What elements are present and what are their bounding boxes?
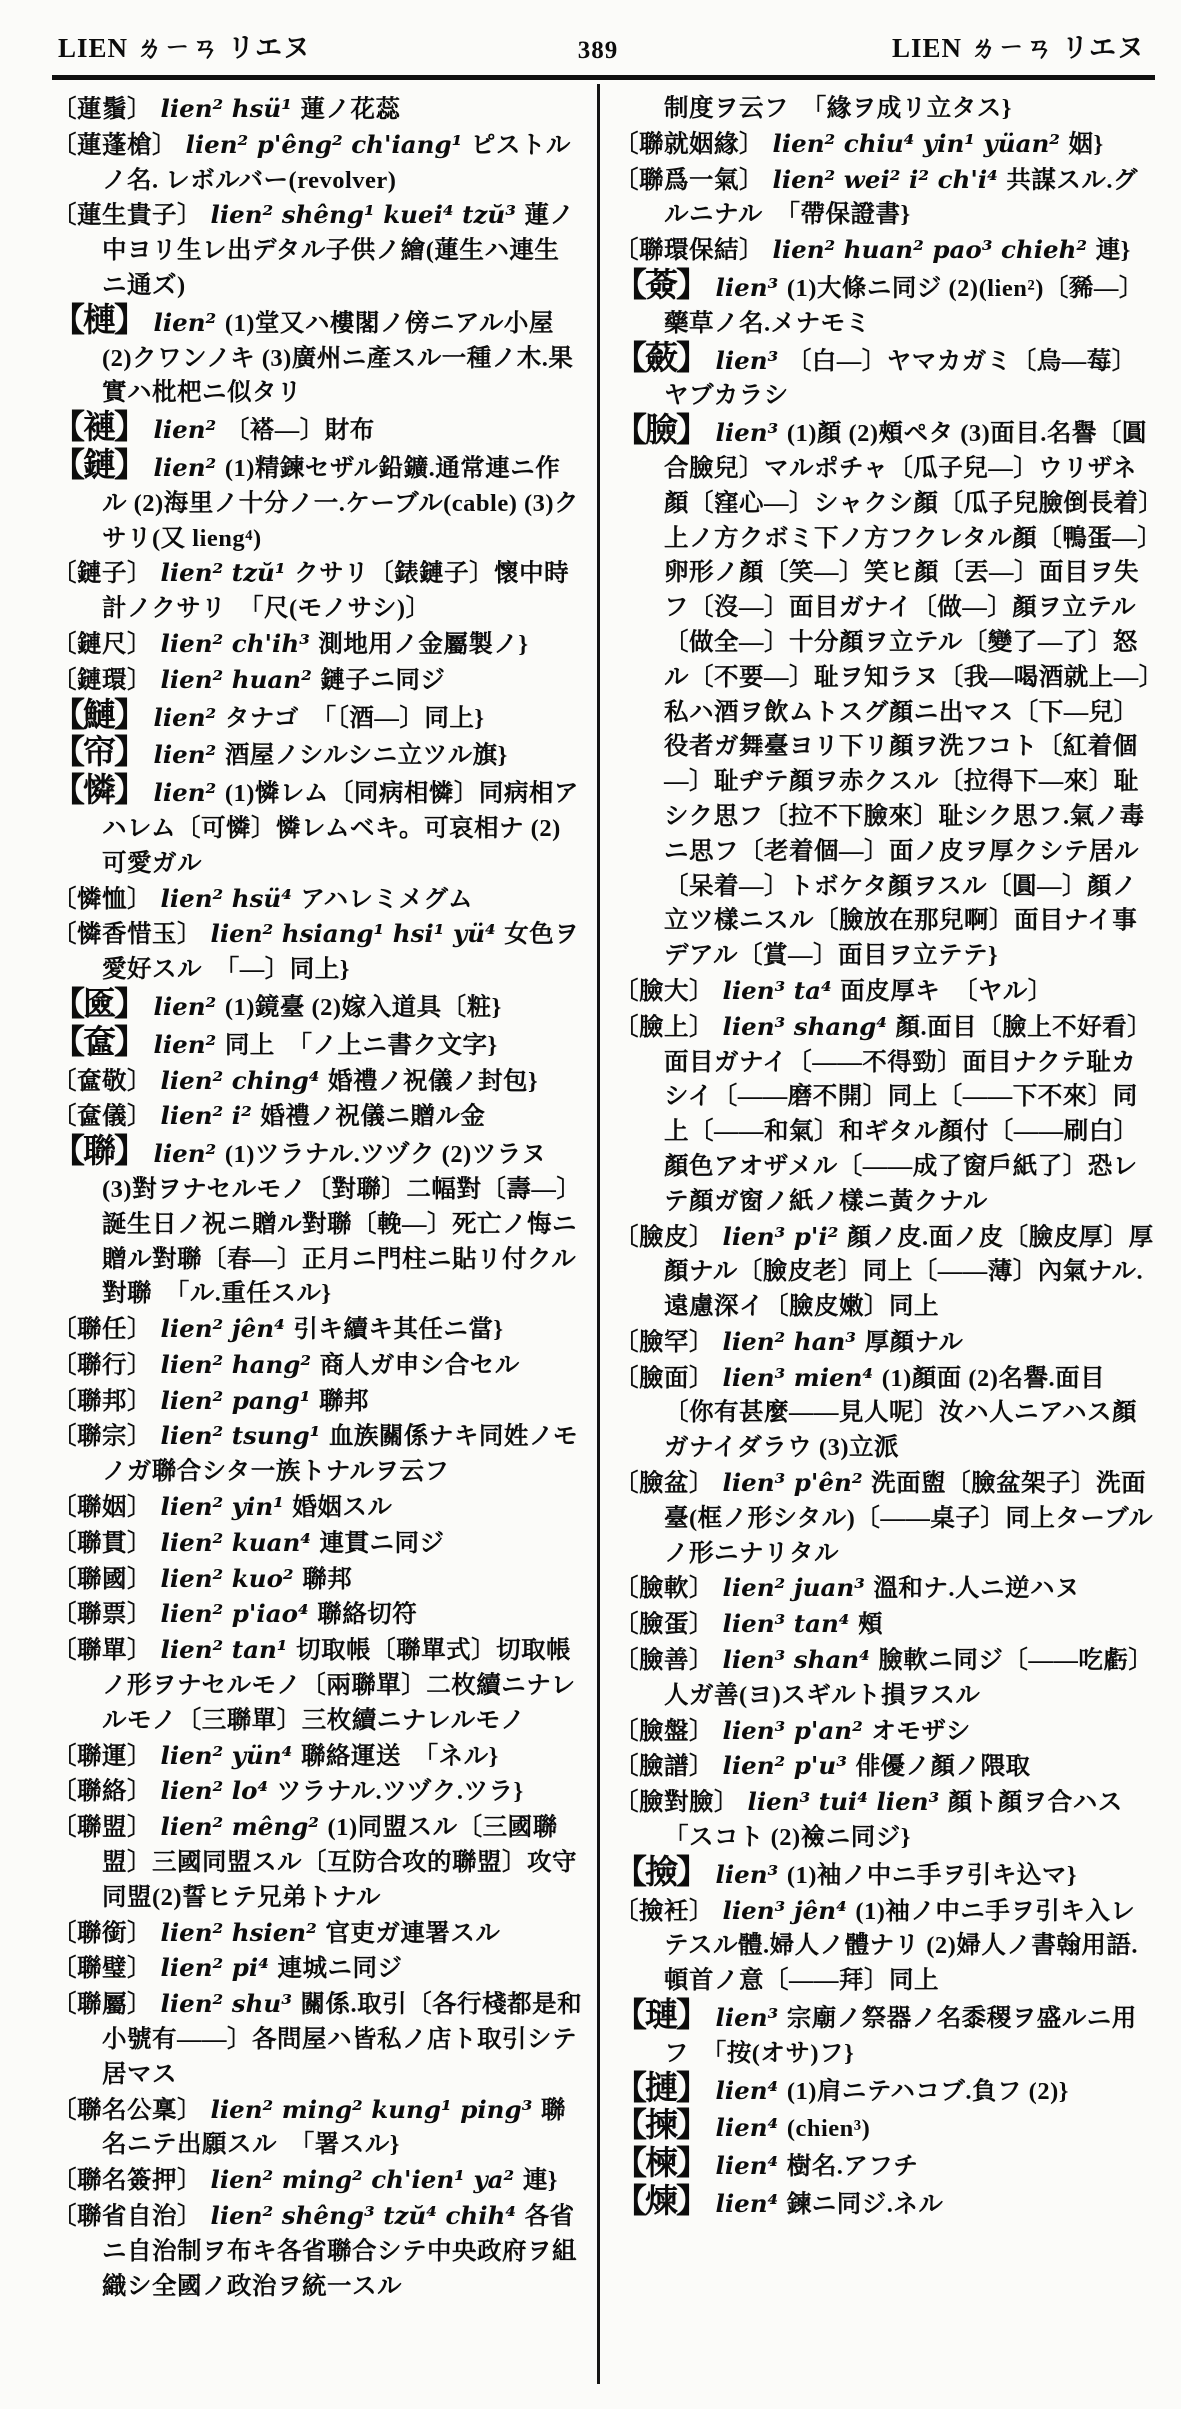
headword: 〔臉盤〕 <box>614 1717 714 1745</box>
dictionary-entry <box>614 233 1155 269</box>
headword: 〔聯邦〕 <box>52 1387 152 1415</box>
running-head-left: LIEN ㄌㄧㄢ リエヌ <box>58 33 311 63</box>
headword: 〔聯銜〕 <box>52 1919 152 1947</box>
romanization: lien² <box>145 1139 225 1169</box>
definition: 切取帳〔聯單式〕切取帳ノ形ヲナセルモノ〔兩聯單〕二枚續ニナレルモノ〔三聯單〕三枚續ニナレルモノ <box>102 1637 576 1734</box>
headword: 〔聯爲一氣〕 <box>614 166 764 194</box>
headword: 【薟】 <box>614 267 707 304</box>
definition: (chien³) <box>786 2115 871 2143</box>
definition: 鏈子ニ同ジ <box>320 666 446 694</box>
headword: 〔聯任〕 <box>52 1316 152 1344</box>
dictionary-entry <box>52 304 583 411</box>
romanization: lien² mêng² <box>152 1812 328 1842</box>
headword: 【撿】 <box>614 1854 707 1891</box>
dictionary-entry <box>52 627 583 663</box>
running-head-right: LIEN ㄌㄧㄢ リエヌ <box>892 33 1145 63</box>
dictionary-entry <box>52 556 583 627</box>
definition: (1)ツラナル.ツヅク (2)ツラヌ (3)對ヲナセルモノ〔對聯〕二幅對〔壽—〕誕生日ノ祝ニ贈ル對聯〔輓—〕死亡ノ悔ニ贈ル對聯〔春—〕正月ニ門柱ニ貼リ付クル對聯 「ル.重任スル} <box>102 1141 582 1308</box>
dictionary-entry <box>52 411 583 449</box>
headword: 〔聯環保結〕 <box>614 237 764 265</box>
definition: 共謀スル.グルニナル 「帶保證書} <box>664 166 1139 229</box>
romanization: lien² han³ <box>714 1326 865 1356</box>
dictionary-entry <box>52 774 583 881</box>
headword: 〔蓮生貴子〕 <box>52 202 202 230</box>
headword: 〔聯姻〕 <box>52 1494 152 1522</box>
dictionary-entry <box>614 1361 1155 1466</box>
romanization: lien⁴ <box>707 2189 787 2219</box>
headword: 〔臉上〕 <box>614 1013 714 1041</box>
romanization: lien³ ta⁴ <box>714 975 841 1005</box>
definition: 連貫ニ同ジ <box>319 1529 445 1557</box>
headword: 〔聯省自治〕 <box>52 2203 202 2231</box>
dictionary-entry <box>614 1894 1155 1999</box>
headword: 〔臉皮〕 <box>614 1223 714 1251</box>
dictionary-entry <box>614 1999 1155 2072</box>
dictionary-entry <box>614 127 1155 163</box>
dictionary-entry <box>52 1739 583 1775</box>
romanization: lien² kuan⁴ <box>152 1527 320 1557</box>
definition: 關係.取引〔各行棧都是和小號有——〕各問屋ハ皆私ノ店ト取引シテ居マス <box>102 1991 583 2088</box>
definition: 婚姻スル <box>292 1494 393 1522</box>
definition: 婚禮ノ祝儀ノ封包} <box>328 1067 539 1095</box>
romanization: lien² tzŭ¹ <box>152 558 295 588</box>
romanization: lien² lo⁴ <box>152 1776 277 1806</box>
definition: (1)大條ニ同ジ (2)(lien²)〔豨—〕藥草ノ名.メナモミ <box>664 274 1144 337</box>
headword: 【楝】 <box>614 2146 707 2183</box>
definition: 〔褡—〕財布 <box>224 417 375 445</box>
headword: 〔臉軟〕 <box>614 1575 714 1603</box>
romanization: lien² ching⁴ <box>152 1065 329 1095</box>
romanization: lien⁴ <box>707 2113 787 2143</box>
definition: オモザシ <box>871 1717 971 1745</box>
dictionary-entry <box>614 1856 1155 1894</box>
headword: 〔聯屬〕 <box>52 1991 152 2019</box>
headword: 【臉】 <box>614 413 707 450</box>
definition: (1)鏡臺 (2)嫁入道具〔粧} <box>224 993 502 1021</box>
definition: ツラナル.ツヅク.ツラ} <box>276 1778 524 1806</box>
dictionary-entry <box>52 2199 583 2304</box>
romanization: lien² shêng³ tzŭ⁴ chih⁴ <box>202 2201 525 2231</box>
definition: ピストルノ名. レボルバー(revolver) <box>102 131 571 194</box>
headword: 〔奩儀〕 <box>52 1103 152 1131</box>
romanization: lien² hsien² <box>152 1917 326 1947</box>
definition: 顏ト顏ヲ合ハス 「スコト (2)襝ニ同ジ} <box>664 1789 1148 1852</box>
headword: 【蘞】 <box>614 340 707 377</box>
romanization: lien³ p'an² <box>714 1715 872 1745</box>
headword: 〔聯絡〕 <box>52 1778 152 1806</box>
romanization: lien³ mien⁴ <box>714 1362 882 1392</box>
headword: 【璉】 <box>614 1998 707 2035</box>
definition: (1)憐レム〔同病相憐〕同病相アハレム〔可憐〕憐レムベキ。可哀相ナ (2)可愛ガル <box>102 780 579 877</box>
romanization: lien³ <box>707 1859 787 1889</box>
dictionary-entry <box>52 1490 583 1526</box>
romanization: lien³ shan⁴ <box>714 1645 879 1675</box>
definition: 聯邦 <box>302 1565 353 1593</box>
definition: クサリ〔錶鏈子〕懷中時計ノクサリ 「尺(モノサシ)〕 <box>102 560 570 623</box>
headword: 【槤】 <box>52 302 145 339</box>
romanization: lien³ jên⁴ <box>714 1895 856 1925</box>
headword: 〔聯票〕 <box>52 1601 152 1629</box>
headword: 【揀】 <box>614 2108 707 2145</box>
romanization: lien² pang¹ <box>152 1385 320 1415</box>
definition: 血族關係ナキ同姓ノモノガ聯合シタ一族トナルヲ云フ <box>102 1423 578 1486</box>
definition: 連} <box>1095 237 1131 265</box>
romanization: lien² <box>145 1029 225 1059</box>
dictionary-entry <box>614 2147 1155 2185</box>
romanization: lien² chiu⁴ yin¹ yüan² <box>764 128 1069 158</box>
romanization: lien⁴ <box>707 2151 787 2181</box>
dictionary-entry <box>52 917 583 988</box>
definition: 連} <box>522 2167 558 2195</box>
headword: 〔臉譜〕 <box>614 1753 714 1781</box>
definition: 鍊ニ同ジ.ネル <box>786 2191 944 2219</box>
romanization: lien³ p'ên² <box>714 1468 872 1498</box>
definition: タナゴ 「〔酒—〕同上} <box>224 704 485 732</box>
headword: 〔臉善〕 <box>614 1647 714 1675</box>
dictionary-entry <box>52 1064 583 1100</box>
romanization: lien³ p'i² <box>714 1221 848 1251</box>
dictionary-entry <box>52 1099 583 1135</box>
romanization: lien² wei² i² ch'i⁴ <box>764 164 1007 194</box>
headword: 〔聯璧〕 <box>52 1955 152 1983</box>
definition: 臉軟ニ同ジ〔——吃虧〕人ガ善(ヨ)スギルト損ヲスル <box>664 1647 1154 1709</box>
definition: 姻} <box>1068 130 1104 158</box>
headword: 〔聯名簽押〕 <box>52 2167 202 2195</box>
dictionary-entry <box>614 1785 1155 1856</box>
running-head <box>52 26 1155 65</box>
definition: (1)袖ノ中ニ手ヲ引キ入レテスル體.婦人ノ體ナリ (2)婦人ノ書翰用語.頓首ノ意〔——拜〕同上 <box>664 1897 1138 1995</box>
definition: 聯絡切符 <box>317 1601 418 1629</box>
romanization: lien³ shang⁴ <box>714 1011 896 1041</box>
left-column <box>52 84 600 2384</box>
headword: 〔臉面〕 <box>614 1364 714 1392</box>
definition: 俳優ノ顏ノ隈取 <box>855 1753 1031 1781</box>
definition: 宗廟ノ祭器ノ名黍稷ヲ盛ルニ用フ 「按(オサ)フ} <box>664 2005 1137 2067</box>
romanization: lien² hang² <box>152 1349 320 1379</box>
dictionary-entry <box>52 1526 583 1562</box>
romanization: lien² p'u³ <box>714 1751 856 1781</box>
headword: 〔鏈環〕 <box>52 666 152 694</box>
dictionary-entry <box>52 1810 583 1915</box>
dictionary-entry <box>52 663 583 699</box>
dictionary-entry <box>52 882 583 918</box>
definition: 溫和ナ.人ニ逆ハヌ <box>873 1575 1081 1603</box>
definition: 官吏ガ連署スル <box>325 1919 501 1947</box>
dictionary-entry <box>614 974 1155 1010</box>
headword: 〔聯名公稟〕 <box>52 2096 202 2124</box>
definition: (1)袖ノ中ニ手ヲ引キ込マ} <box>786 1861 1078 1889</box>
headword: 【憐】 <box>52 773 145 810</box>
definition: 婚禮ノ祝儀ニ贈ル金 <box>260 1103 486 1131</box>
romanization: lien² tan¹ <box>152 1635 297 1665</box>
romanization: lien² shu³ <box>152 1989 301 2019</box>
romanization: lien² hsü¹ <box>152 94 301 123</box>
headword: 〔聯宗〕 <box>52 1423 152 1451</box>
definition: アハレミメグム <box>300 885 474 913</box>
definition: (1)肩ニテハコブ.負フ (2)} <box>786 2077 1069 2105</box>
headword: 〔聯運〕 <box>52 1742 152 1770</box>
romanization: lien³ <box>707 345 787 375</box>
headword: 〔憐恤〕 <box>52 885 152 913</box>
romanization: lien² <box>145 991 225 1021</box>
definition: 頰 <box>858 1611 884 1639</box>
definition: 連城ニ同ジ <box>277 1955 403 1983</box>
headword: 【褳】 <box>52 410 145 447</box>
dictionary-entry <box>614 1325 1155 1361</box>
romanization: lien² i² <box>152 1101 261 1131</box>
romanization: lien² yün⁴ <box>152 1740 301 1770</box>
headword: 〔撿衽〕 <box>614 1897 714 1925</box>
headword: 【鰱】 <box>52 697 145 734</box>
dictionary-entry <box>614 269 1155 342</box>
definition: 制度ヲ云フ 「緣ヲ成リ立タス} <box>664 95 1012 122</box>
romanization: lien² hsü⁴ <box>152 883 301 913</box>
headword: 【聯】 <box>52 1134 145 1171</box>
headword: 〔聯行〕 <box>52 1351 152 1379</box>
definition: (1)精鍊セザル鉛鑛.通常連ニ作ル (2)海里ノ十分ノ一.ケーブル(cable) (3)クサリ(又 lieng⁴) <box>102 454 580 552</box>
headword: 〔臉蛋〕 <box>614 1611 714 1639</box>
headword: 〔聯單〕 <box>52 1637 152 1665</box>
definition: (1)堂又ハ樓閣ノ傍ニアル小屋 (2)クワンノキ (3)廣州ニ產スル一種ノ木.果實ハ枇杷ニ似タリ <box>102 309 574 407</box>
romanization: lien² juan³ <box>714 1573 874 1603</box>
definition: 蓮ノ中ヨリ生レ出デタル子供ノ繪(蓮生ハ連生ニ通ズ) <box>102 202 575 299</box>
headword: 【鏈】 <box>52 447 145 484</box>
romanization: lien³ <box>707 2003 787 2033</box>
headword: 〔鏈子〕 <box>52 560 152 588</box>
dictionary-entry <box>614 1749 1155 1785</box>
dictionary-entry <box>614 2072 1155 2110</box>
romanization: lien² shêng¹ kuei⁴ tzŭ³ <box>202 200 525 230</box>
romanization: lien² <box>145 307 225 337</box>
dictionary-entry <box>52 1597 583 1633</box>
headword: 〔奩敬〕 <box>52 1067 152 1095</box>
romanization: lien³ <box>707 272 787 302</box>
romanization: lien⁴ <box>707 2075 787 2105</box>
romanization: lien² pi⁴ <box>152 1953 278 1983</box>
dictionary-entry <box>614 163 1155 234</box>
dictionary-entry <box>52 1312 583 1348</box>
definition: 蓮ノ花蕊 <box>300 96 401 123</box>
romanization: lien² <box>145 415 225 445</box>
dictionary-entry <box>52 2093 583 2164</box>
romanization: lien² ming² ch'ien¹ ya² <box>202 2165 523 2195</box>
page-number: 389 <box>577 37 619 64</box>
dictionary-entry <box>614 1010 1155 1220</box>
romanization: lien² tsung¹ <box>152 1421 329 1451</box>
romanization: lien² huan² <box>152 664 321 694</box>
romanization: lien² kuo² <box>152 1563 303 1593</box>
headword: 【奩】 <box>52 1024 145 1061</box>
romanization: lien² hsiang¹ hsi¹ yü⁴ <box>202 919 505 949</box>
headword: 【煉】 <box>614 2184 707 2221</box>
dictionary-entry <box>52 1774 583 1810</box>
definition: 聯名ニテ出願スル 「署スル} <box>102 2096 566 2159</box>
dictionary-entry <box>614 2185 1155 2223</box>
dictionary-entry <box>52 1562 583 1598</box>
dictionary-entry <box>52 1384 583 1420</box>
dictionary-entry <box>52 1951 583 1987</box>
dictionary-entry <box>52 128 583 199</box>
definition: 酒屋ノシルシニ立ツル旗} <box>224 742 508 770</box>
dictionary-entry <box>614 1571 1155 1607</box>
dictionary-entry <box>52 1026 583 1064</box>
dictionary-entry <box>52 1633 583 1738</box>
definition: 〔白—〕ヤマカガミ〔烏—莓〕ヤブカラシ <box>664 347 1137 410</box>
dictionary-entry <box>614 2109 1155 2147</box>
dictionary-entry <box>614 1714 1155 1750</box>
headword: 〔聯就姻緣〕 <box>614 130 764 158</box>
romanization: lien² huan² pao³ chieh² <box>764 235 1096 265</box>
headword: 【摙】 <box>614 2070 707 2107</box>
definition: 測地用ノ金屬製ノ} <box>318 630 529 658</box>
definition: 面皮厚キ 〔ヤル〕 <box>840 977 1053 1005</box>
dictionary-entry <box>614 92 1155 127</box>
header-rule <box>52 75 1155 80</box>
definition: 洗面盥〔臉盆架子〕洗面臺(框ノ形シタル)〔——桌子〕同上ターブルノ形ニナリタル <box>664 1470 1154 1567</box>
dictionary-entry <box>52 2163 583 2199</box>
definition: 女色ヲ愛好スル 「—〕同上} <box>102 921 580 984</box>
definition: 聯邦 <box>319 1387 370 1415</box>
dictionary-entry <box>52 699 583 737</box>
definition: 樹名.アフチ <box>786 2153 919 2181</box>
romanization: lien³ <box>707 418 787 448</box>
definition: 聯絡運送 「ネル} <box>300 1742 499 1770</box>
romanization: lien² <box>145 452 225 482</box>
dictionary-entry <box>52 1987 583 2092</box>
headword: 〔臉盆〕 <box>614 1470 714 1498</box>
romanization: lien² <box>145 740 225 770</box>
dictionary-entry <box>52 198 583 303</box>
dictionary-entry <box>614 1466 1155 1571</box>
headword: 〔蓮蓬槍〕 <box>52 131 177 159</box>
romanization: lien² p'êng² ch'iang¹ <box>177 129 471 159</box>
romanization: lien² <box>145 702 225 732</box>
romanization: lien² ming² kung¹ ping³ <box>202 2094 541 2124</box>
dictionary-entry <box>614 414 1155 974</box>
definition: 顏ノ皮.面ノ皮〔臉皮厚〕厚顏ナル〔臉皮老〕同上〔——薄〕內氣ナル.遠慮深イ〔臉皮嫩〕同上 <box>664 1223 1154 1321</box>
dictionary-entry <box>52 736 583 774</box>
dictionary-entry <box>52 449 583 556</box>
definition: 厚顏ナル <box>864 1328 964 1356</box>
definition: 引キ續キ其任ニ當} <box>293 1316 504 1344</box>
dictionary-entry <box>614 1220 1155 1325</box>
definition: 各省ニ自治制ヲ布キ各省聯合シテ中央政府ヲ組織シ全國ノ政治ヲ統一スル <box>102 2203 577 2300</box>
headword: 〔聯盟〕 <box>52 1814 152 1842</box>
dictionary-entry <box>614 1607 1155 1643</box>
definition: 同上 「ノ上ニ書ク文字} <box>224 1031 498 1059</box>
definition: 顏.面目〔臉上不好看〕面目ガナイ〔——不得勁〕面目ナクテ耻カシイ〔——磨不開〕同上〔——下不來〕同上〔——和氣〕和ギタル顏付〔——刷白〕顏色アオザメル〔——成了窗戶紙了〕恐レテ顏ガ窗ノ紙ノ樣ニ黃クナル <box>664 1013 1153 1215</box>
definition: (1)顏 (2)頰ペタ (3)面目.名譽〔圓合臉兒〕マルポチャ〔瓜子兒—〕ウリザネ顏〔窪心—〕シャクシ顏〔瓜子兒臉倒長着〕上ノ方クボミ下ノ方フクレタル顏〔鴨蛋—〕卵形ノ顏〔笑—〕笑ヒ顏〔丟—〕面目ヲ失フ〔沒—〕面目ガナイ〔做—〕顏ヲ立テル〔做全—〕十分顏ヲ立テル〔變了—了〕怒ル〔不要—〕耻ヲ知ラヌ〔我—喝酒就上—〕私ハ酒ヲ飲ムトスグ顏ニ出マス〔下—兒〕役者ガ舞臺ヨリ下リ顏ヲ洗フコト〔紅着個—〕耻ヂテ顏ヲ赤クスル〔拉得下—來〕耻シク思フ〔拉不下臉來〕耻シク思フ.氣ノ毒ニ思フ〔老着個—〕面ノ皮ヲ厚クシテ居ル〔呆着—〕トボケタ顏ヲスル〔圓—〕顏ノ立ツ樣ニスル〔臉放在那兒啊〕面目ナイ事デアル〔賞—〕面目ヲ立テテ} <box>664 420 1152 970</box>
dictionary-entry <box>614 342 1155 415</box>
headword: 〔臉罕〕 <box>614 1328 714 1356</box>
headword: 〔臉大〕 <box>614 977 714 1005</box>
romanization: lien² ch'ih³ <box>152 628 319 658</box>
romanization: lien² yin¹ <box>152 1492 293 1522</box>
text-columns <box>52 84 1155 2384</box>
definition: (1)同盟スル〔三國聯盟〕三國同盟スル〔互防合攻的聯盟〕攻守同盟(2)誓ヒテ兄弟トナル <box>102 1814 577 1911</box>
dictionary-entry <box>52 1419 583 1490</box>
dictionary-entry <box>52 988 583 1026</box>
headword: 【帘】 <box>52 735 145 772</box>
headword: 〔臉對臉〕 <box>614 1789 739 1817</box>
dictionary-entry <box>52 1135 583 1312</box>
romanization: lien² <box>145 778 225 808</box>
romanization: lien³ tan⁴ <box>714 1609 859 1639</box>
headword: 【匳】 <box>52 986 145 1023</box>
headword: 〔鏈尺〕 <box>52 630 152 658</box>
headword: 〔蓮鬚〕 <box>52 96 152 123</box>
definition: 商人ガ申シ合セル <box>319 1351 520 1379</box>
headword: 〔憐香惜玉〕 <box>52 921 202 949</box>
dictionary-entry <box>52 92 583 128</box>
definition: (1)顏面 (2)名譽.面目〔你有甚麼——見人呢〕汝ハ人ニアハス顏ガナイダラウ (3)立派 <box>664 1364 1138 1462</box>
headword: 〔聯國〕 <box>52 1565 152 1593</box>
romanization: lien² jên⁴ <box>152 1314 294 1344</box>
dictionary-entry <box>614 1643 1155 1714</box>
headword: 〔聯貫〕 <box>52 1529 152 1557</box>
right-column <box>600 84 1155 2384</box>
romanization: lien³ tui⁴ lien³ <box>739 1787 948 1817</box>
dictionary-entry <box>52 1348 583 1384</box>
romanization: lien² p'iao⁴ <box>152 1599 318 1629</box>
dictionary-entry <box>52 1916 583 1952</box>
